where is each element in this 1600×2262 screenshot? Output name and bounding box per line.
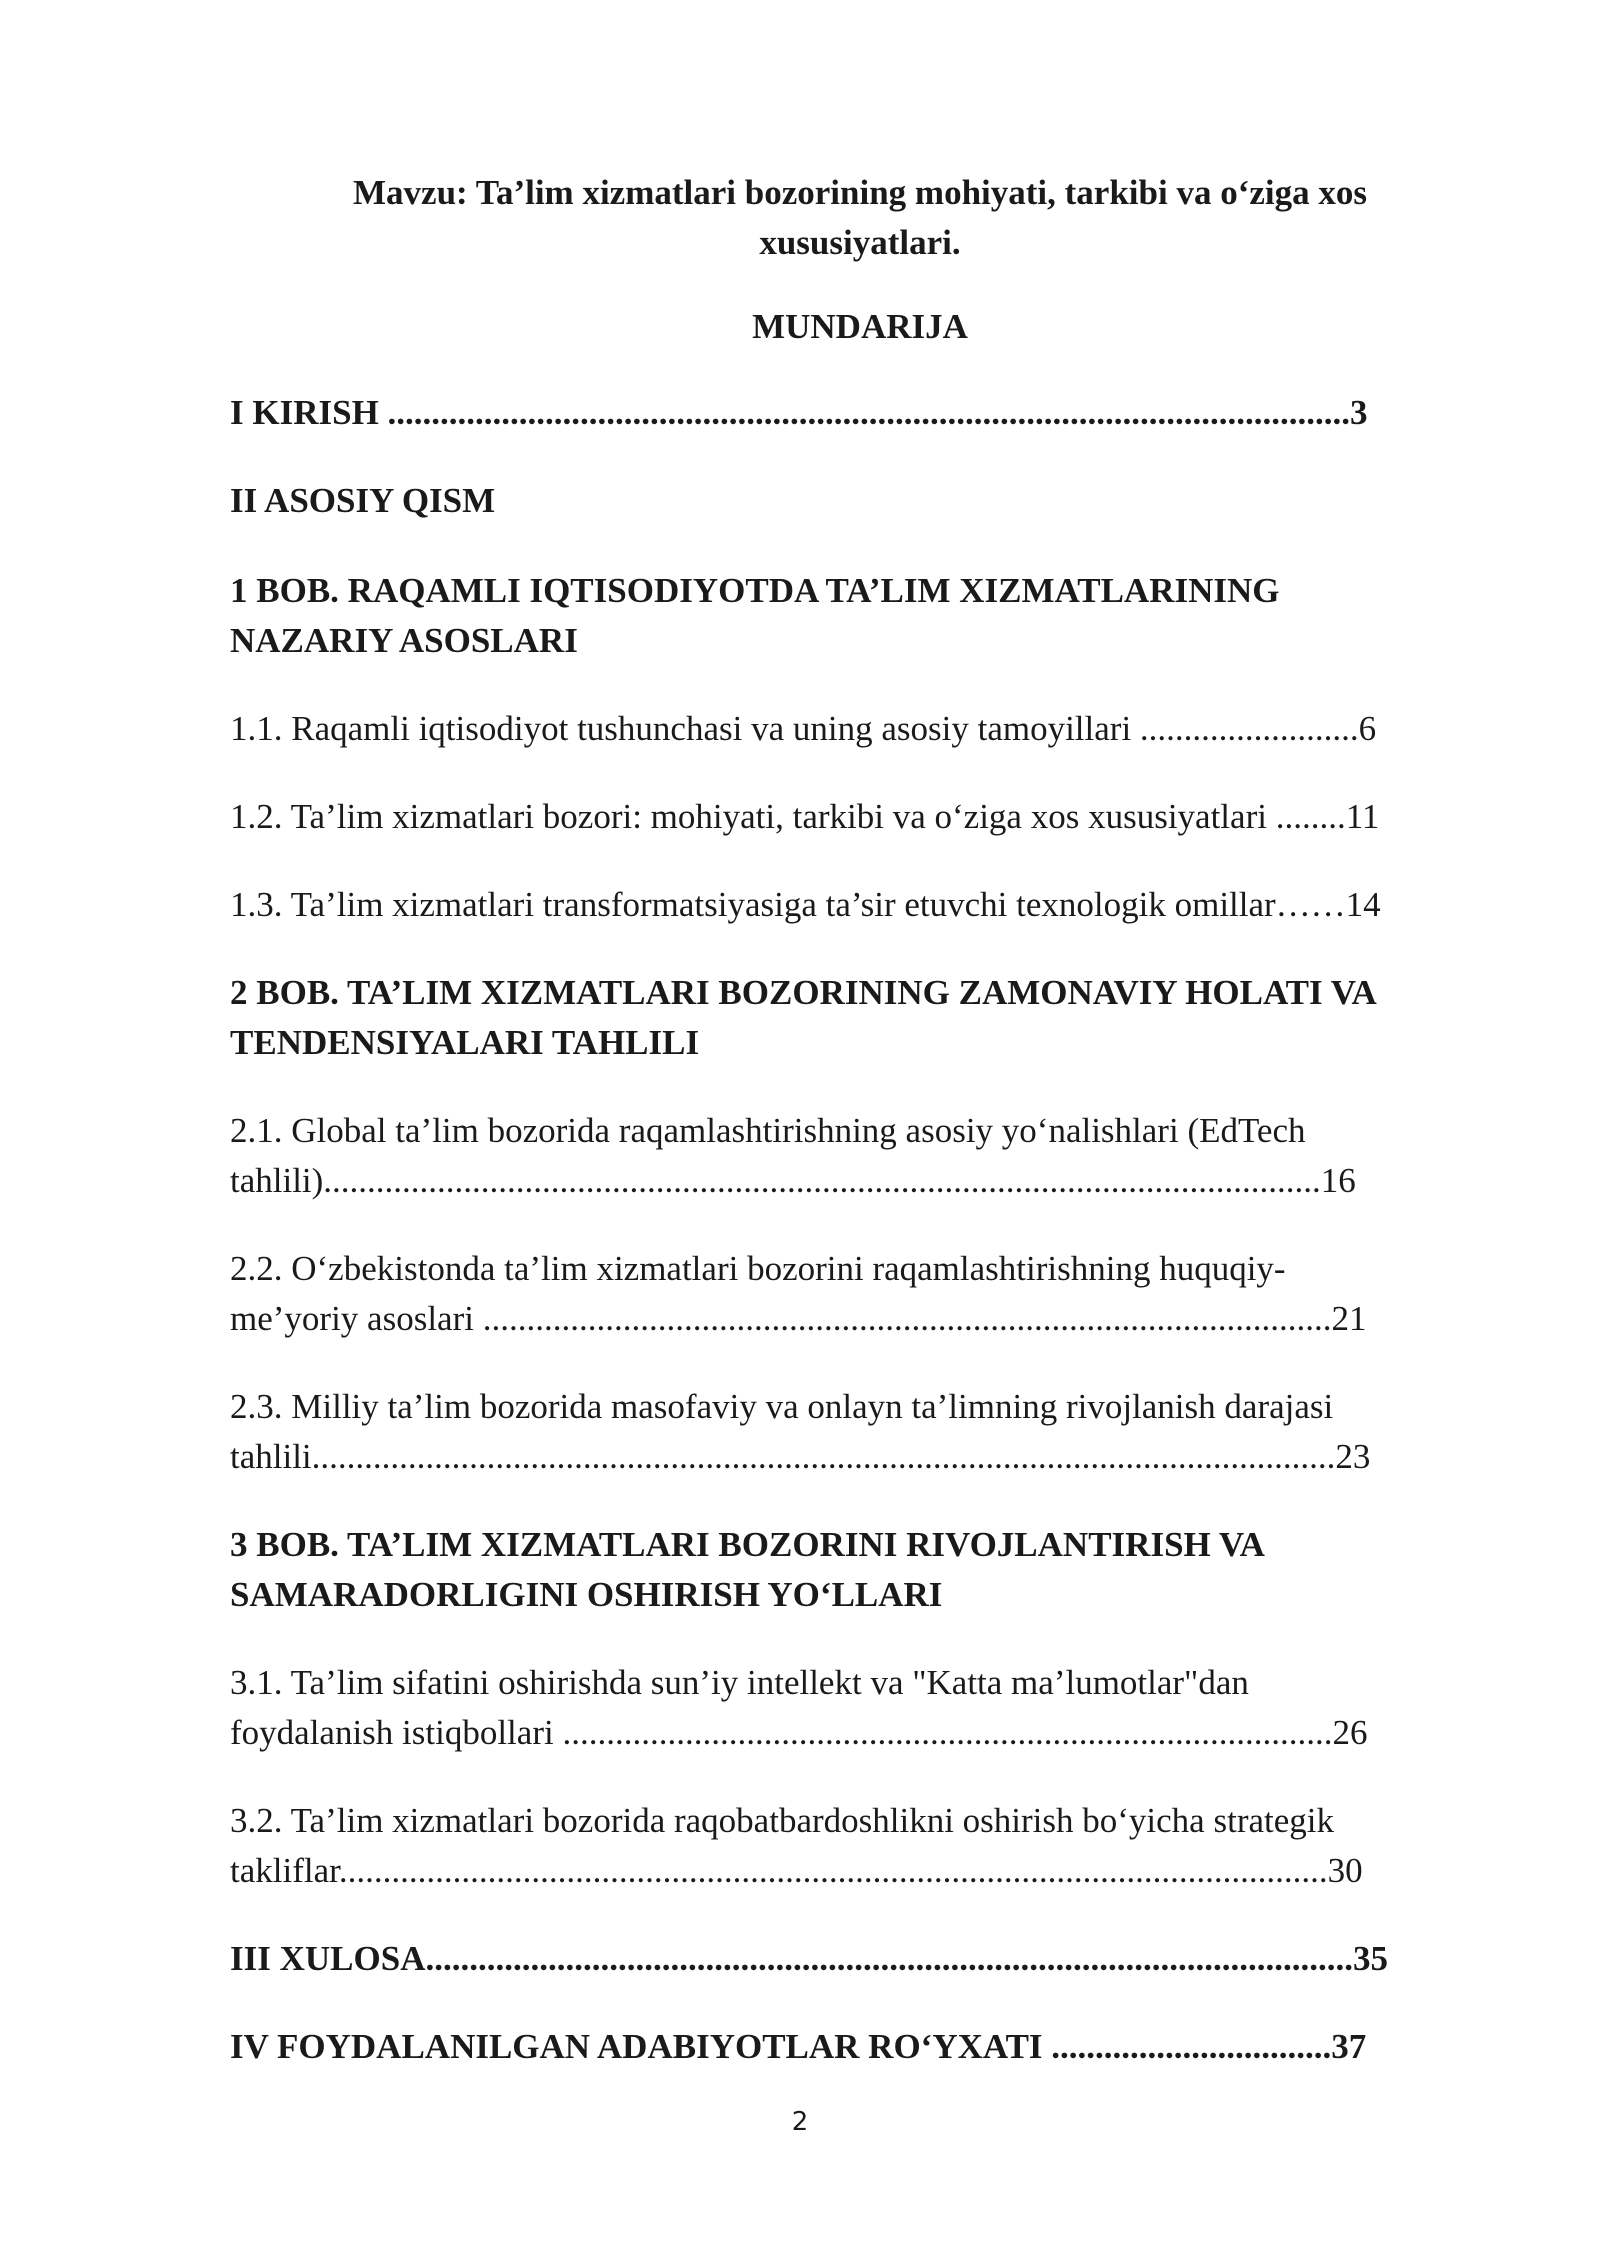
toc-entry-line: 2.3. Milliy ta’lim bozorida masofaviy va onlayn ta’limning rivojlanish darajasi bbox=[230, 1387, 1334, 1426]
toc-entry-line: 3.1. Ta’lim sifatini oshirishda sun’iy intellekt va "Katta ma’lumotlar"dan bbox=[230, 1663, 1249, 1702]
toc-entry-line: NAZARIY ASOSLARI bbox=[230, 621, 578, 660]
toc-entry-section-2-1 bbox=[230, 1106, 1490, 1206]
toc-entry-section-1-2 bbox=[230, 792, 1490, 842]
toc-heading: MUNDARIJA bbox=[752, 307, 968, 346]
toc-entry-line: 1.1. Raqamli iqtisodiyot tushunchasi va uning asosiy tamoyillari .........................6 bbox=[230, 709, 1377, 748]
toc-entry-xulosa bbox=[230, 1934, 1490, 1984]
toc-entry-line: SAMARADORLIGINI OSHIRISH YO‘LLARI bbox=[230, 1575, 943, 1614]
toc-entry-line: 1.3. Ta’lim xizmatlari transformatsiyasiga ta’sir etuvchi texnologik omillar……14 bbox=[230, 885, 1381, 924]
toc-entry-line: II ASOSIY QISM bbox=[230, 481, 496, 520]
toc-entry-line: foydalanish istiqbollari ........................................................................................26 bbox=[230, 1713, 1368, 1752]
toc-entry-line: takliflar.................................................................................................................30 bbox=[230, 1851, 1363, 1890]
toc-entry-line: III XULOSA..........................................................................................................35 bbox=[230, 1939, 1388, 1978]
toc-entry-adabiyotlar bbox=[230, 2022, 1490, 2072]
toc-entry-line: tahlili.....................................................................................................................23 bbox=[230, 1437, 1371, 1476]
toc-entry-chapter-1 bbox=[230, 566, 1490, 666]
toc-entry-section-2-2 bbox=[230, 1244, 1490, 1344]
toc-entry-asosiy-qism bbox=[230, 476, 1490, 526]
toc-entry-line: TENDENSIYALARI TAHLILI bbox=[230, 1023, 700, 1062]
toc-entry-line: 2 BOB. TA’LIM XIZMATLARI BOZORINING ZAMONAVIY HOLATI VA bbox=[230, 973, 1377, 1012]
toc-entry-line: tahlili)..................................................................................................................16 bbox=[230, 1161, 1356, 1200]
toc-entry-line: 2.1. Global ta’lim bozorida raqamlashtirishning asosiy yo‘nalishlari (EdTech bbox=[230, 1111, 1306, 1150]
toc-entry-section-3-2 bbox=[230, 1796, 1490, 1896]
toc-entry-line: 3.2. Ta’lim xizmatlari bozorida raqobatbardoshlikni oshirish bo‘yicha strategik bbox=[230, 1801, 1334, 1840]
document-topic: Mavzu: Ta’lim xizmatlari bozorining mohiyati, tarkibi va o‘ziga xos xususiyatlari. bbox=[353, 173, 1367, 262]
toc-entry-line: me’yoriy asoslari .................................................................................................21 bbox=[230, 1299, 1367, 1338]
toc-entry-line: 1 BOB. RAQAMLI IQTISODIYOTDA TA’LIM XIZMATLARINING bbox=[230, 571, 1280, 610]
toc-entry-chapter-2 bbox=[230, 968, 1490, 1068]
toc-entry-line: 2.2. O‘zbekistonda ta’lim xizmatlari bozorini raqamlashtirishning huquqiy- bbox=[230, 1249, 1286, 1288]
page-number: 2 bbox=[791, 2107, 809, 2137]
toc-entry-line: IV FOYDALANILGAN ADABIYOTLAR RO‘YXATI ................................37 bbox=[230, 2027, 1367, 2066]
toc-entry-section-3-1 bbox=[230, 1658, 1490, 1758]
toc-entry-section-1-1 bbox=[230, 704, 1490, 754]
toc-entry-section-2-3 bbox=[230, 1382, 1490, 1482]
toc-entry-line: 1.2. Ta’lim xizmatlari bozori: mohiyati, tarkibi va o‘ziga xos xususiyatlari ........11 bbox=[230, 797, 1380, 836]
toc-entry-line: I KIRISH ..............................................................................................................3 bbox=[230, 393, 1368, 432]
toc-entry-chapter-3 bbox=[230, 1520, 1490, 1620]
toc-entry-line: 3 BOB. TA’LIM XIZMATLARI BOZORINI RIVOJLANTIRISH VA bbox=[230, 1525, 1265, 1564]
toc-entry-kirish bbox=[230, 388, 1490, 438]
toc-entry-section-1-3 bbox=[230, 880, 1490, 930]
